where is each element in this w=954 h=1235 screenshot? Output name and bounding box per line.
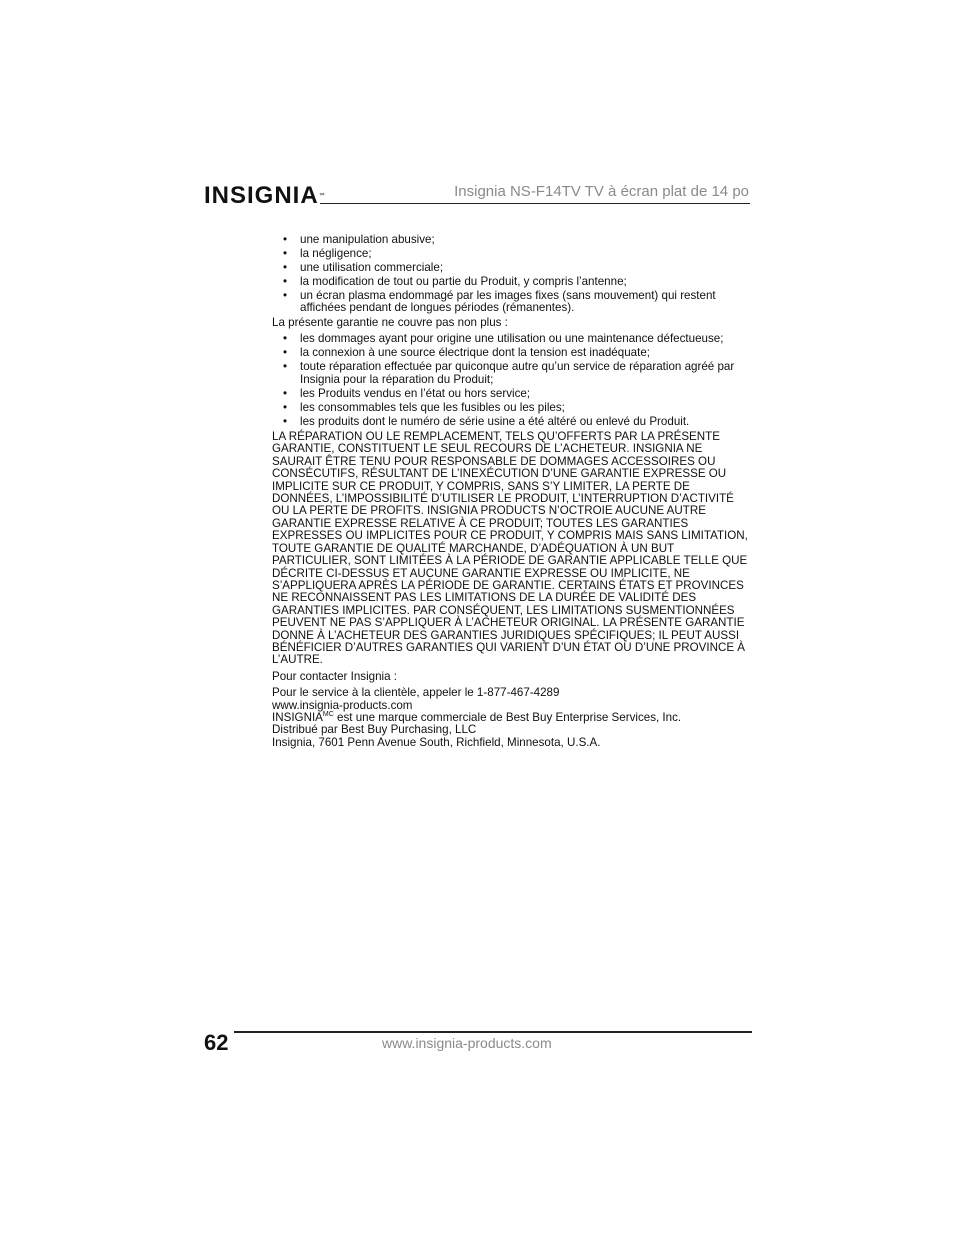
list-item-text: la modification de tout ou partie du Produit, y compris l’antenne;: [300, 275, 627, 288]
bullet-icon: •: [283, 332, 288, 346]
page-content: [272, 234, 750, 749]
list-item-text: une utilisation commerciale;: [300, 261, 444, 274]
bullet-icon: •: [283, 400, 288, 414]
list-item: [272, 276, 750, 288]
bullet-icon: •: [283, 275, 288, 288]
distributor-line: Distribué par Best Buy Purchasing, LLC: [272, 723, 477, 737]
list-item-text: une manipulation abusive;: [300, 233, 435, 246]
bullet-icon: •: [283, 414, 288, 428]
list-item-text: les consommables tels que les fusibles ou les piles;: [300, 400, 565, 414]
page-number: 62: [204, 1030, 229, 1055]
contact-phone: Pour le service à la clientèle, appeler le 1-877-467-4289: [272, 686, 560, 700]
brand-logo-trademark: ™: [318, 193, 325, 199]
address-line: Insignia, 7601 Penn Avenue South, Richfield, Minnesota, U.S.A.: [272, 735, 601, 749]
list-item: [272, 402, 750, 414]
brand-logo: [204, 182, 325, 210]
additional-exclusions-intro: La présente garantie ne couvre pas non plus :: [272, 315, 508, 329]
footer-divider: [234, 1031, 752, 1033]
bullet-icon: •: [283, 360, 288, 374]
trademark-text: est une marque commerciale de Best Buy Enterprise Services, Inc.: [333, 710, 682, 724]
list-item-text: la connexion à une source électrique dont la tension est inadéquate;: [300, 346, 650, 360]
bullet-icon: •: [283, 261, 288, 274]
list-item: [272, 248, 750, 260]
brand-logo-text: INSIGNIA: [204, 182, 319, 209]
contact-heading: Pour contacter Insignia :: [272, 669, 398, 683]
additional-exclusions-list: [272, 333, 750, 428]
list-item-text: les dommages ayant pour origine une utilisation ou une maintenance défectueuse;: [300, 332, 724, 346]
list-item-text: toute réparation effectuée par quiconque autre qu’un service de réparation agréé par Insignia pour la réparation du Produit;: [300, 360, 735, 386]
list-item: [272, 361, 750, 386]
list-item: [272, 388, 750, 400]
bullet-icon: •: [283, 247, 288, 260]
bullet-icon: •: [283, 233, 288, 246]
trademark-name: INSIGNIA: [272, 710, 323, 724]
bullet-icon: •: [283, 346, 288, 360]
list-item: [272, 262, 750, 274]
list-item-text: les Produits vendus en l’état ou hors service;: [300, 386, 531, 400]
list-item-text: un écran plasma endommagé par les images fixes (sans mouvement) qui restent affichées pendant de longues périodes (rémanentes).: [300, 289, 716, 315]
list-item: [272, 416, 750, 428]
warranty-limitation-paragraph: LA RÉPARATION OU LE REMPLACEMENT, TELS QU’OFFERTS PAR LA PRÉSENTE GARANTIE, CONSTITUENT LE SEUL RECOURS DE L’ACHETEUR. INSIGNIA NE SAURAIT ÊTRE TENU POUR RESPONSABLE DE DOMMAGES ACCESSOIRES OU CONSÉCUTIFS, RÉSULTANT DE L’INEXÉCUTION D’UNE GARANTIE EXPRESSE OU IMPLICITE SUR CE PRODUIT, Y COMPRIS, SANS S’Y LIMITER, LA PERTE DE DONNÉES, L’IMPOSSIBILITÉ D’UTILISER LE PRODUIT, L’INTERRUPTION D’ACTIVITÉ OU LA PERTE DE PROFITS. INSIGNIA PRODUCTS N’OCTROIE AUCUNE AUTRE GARANTIE EXPRESSE RELATIVE À CE PRODUIT; TOUTES LES GARANTIES EXPRESSES OU IMPLICITES POUR CE PRODUIT, Y COMPRIS MAIS SANS LIMITATION, TOUTE GARANTIE DE QUALITÉ MARCHANDE, D’ADÉQUATION À UN BUT PARTICULIER, SONT LIMITÉES À LA PÉRIODE DE GARANTIE APPLICABLE TELLE QUE DÉCRITE CI-DESSUS ET AUCUNE GARANTIE EXPRESSE OU IMPLICITE, NE S’APPLIQUERA APRÈS LA PÉRIODE DE GARANTIE. CERTAINS ÉTATS ET PROVINCES NE RECONNAISSENT PAS LES LIMITATIONS DE LA DURÉE DE VALIDITÉ DES GARANTIES IMPLICITES. PAR CONSÉQUENT, LES LIMITATIONS SUSMENTIONNÉES PEUVENT NE PAS S’APPLIQUER À L’ACHETEUR ORIGINAL. LA PRÉSENTE GARANTIE DONNE À L’ACHETEUR DES GARANTIES JURIDIQUES SPÉCIFIQUES; IL PEUT AUSSI BÉNÉFICIER D’AUTRES GARANTIES QUI VARIENT D’UN ÉTAT OU D’UNE PROVINCE À L’AUTRE.: [272, 430, 748, 667]
exclusions-list: [272, 234, 750, 315]
header-divider: [320, 203, 750, 204]
bullet-icon: •: [283, 289, 288, 302]
trademark-superscript: MC: [322, 710, 334, 718]
contact-block: [272, 687, 750, 749]
list-item: [272, 347, 750, 359]
bullet-icon: •: [283, 386, 288, 400]
list-item: [272, 333, 750, 345]
list-item-text: la négligence;: [300, 247, 372, 260]
list-item: [272, 290, 750, 315]
list-item-text: les produits dont le numéro de série usine a été altéré ou enlevé du Produit.: [300, 414, 690, 428]
header-title: Insignia NS-F14TV TV à écran plat de 14 po: [454, 183, 749, 200]
contact-website: www.insignia-products.com: [272, 698, 413, 712]
list-item: [272, 234, 750, 246]
footer-url: www.insignia-products.com: [382, 1035, 552, 1051]
